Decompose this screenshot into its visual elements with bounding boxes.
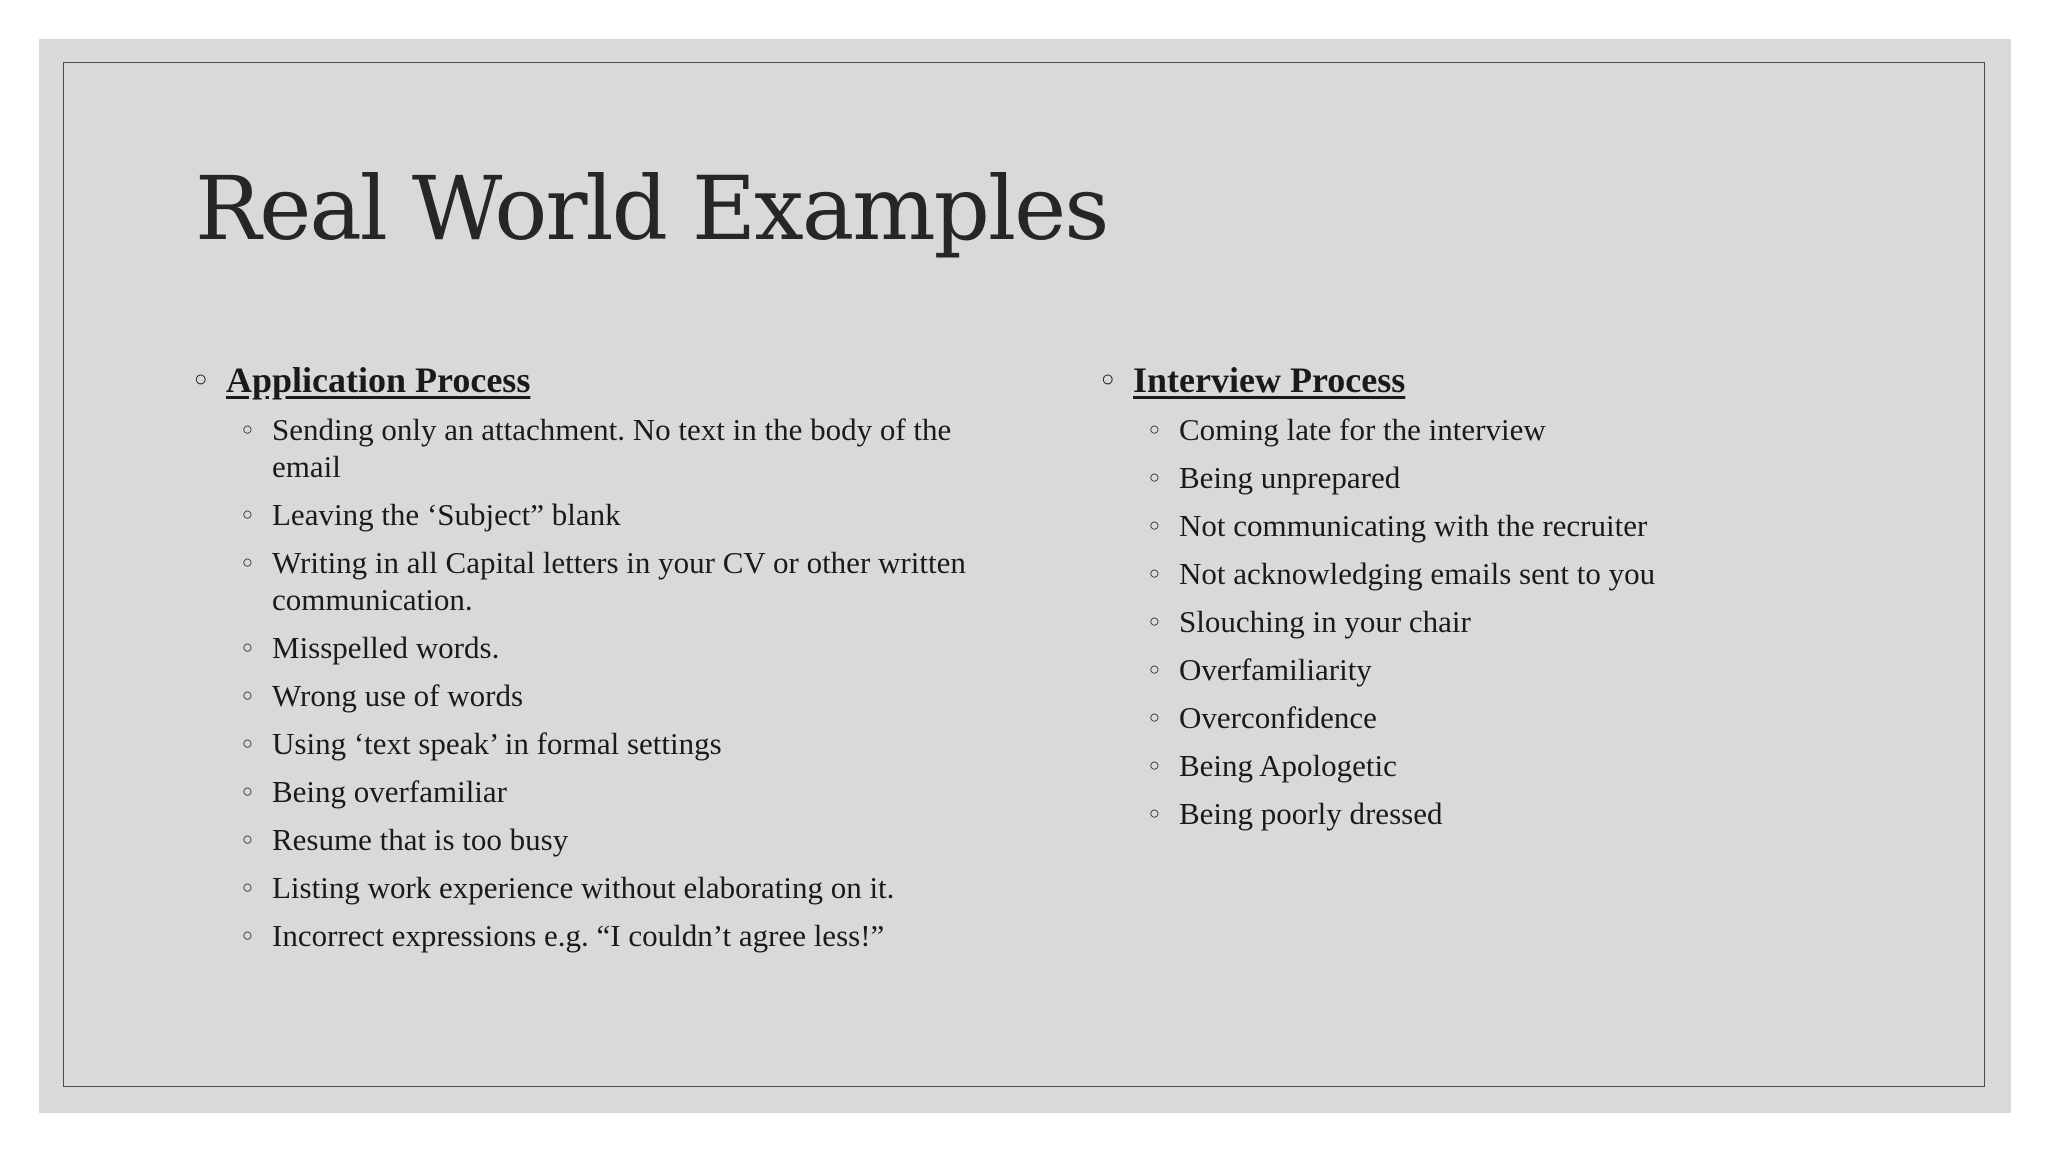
circle-bullet-icon: ○: [242, 552, 253, 572]
list-item-text: Wrong use of words: [272, 678, 524, 713]
list-item: [1149, 699, 1821, 736]
list-item: [242, 677, 974, 714]
list-item-text: Listing work experience without elaborating on it.: [272, 870, 895, 905]
list-item: [1149, 411, 1821, 448]
list-item: [242, 869, 974, 906]
list-item: [1149, 795, 1821, 832]
circle-bullet-icon: ○: [194, 366, 208, 391]
list-item-text: Using ‘text speak’ in formal settings: [272, 726, 722, 761]
circle-bullet-icon: ○: [242, 419, 253, 439]
list-item: [242, 917, 974, 954]
circle-bullet-icon: ○: [1149, 515, 1160, 535]
circle-bullet-icon: ○: [242, 781, 253, 801]
list-item-text: Being Apologetic: [1179, 748, 1397, 783]
interview-process-heading-row: [1101, 359, 1821, 401]
list-item-text: Sending only an attachment. No text in the body of the email: [272, 412, 952, 484]
list-item: [1149, 507, 1821, 544]
circle-bullet-icon: ○: [1149, 419, 1160, 439]
list-item-text: Leaving the ‘Subject” blank: [272, 497, 621, 532]
list-item: [242, 496, 974, 533]
circle-bullet-icon: ○: [242, 733, 253, 753]
list-item: [1149, 651, 1821, 688]
list-item: [242, 411, 974, 485]
circle-bullet-icon: ○: [1149, 707, 1160, 727]
application-process-column: [194, 359, 974, 965]
list-item-text: Being unprepared: [1179, 460, 1401, 495]
list-item: [242, 773, 974, 810]
list-item-text: Being poorly dressed: [1179, 796, 1443, 831]
circle-bullet-icon: ○: [1149, 611, 1160, 631]
list-item-text: Incorrect expressions e.g. “I couldn’t agree less!”: [272, 918, 885, 953]
list-item-text: Writing in all Capital letters in your CV or other written communication.: [272, 545, 966, 617]
circle-bullet-icon: ○: [1149, 659, 1160, 679]
circle-bullet-icon: ○: [1149, 755, 1160, 775]
interview-process-heading: Interview Process: [1133, 360, 1406, 400]
circle-bullet-icon: ○: [242, 504, 253, 524]
list-item: [1149, 459, 1821, 496]
circle-bullet-icon: ○: [242, 685, 253, 705]
list-item-text: Overfamiliarity: [1179, 652, 1372, 687]
application-process-heading-row: [194, 359, 974, 401]
list-item: [1149, 747, 1821, 784]
list-item: [1149, 555, 1821, 592]
application-process-list: [194, 411, 974, 954]
list-item: [242, 725, 974, 762]
list-item: [242, 629, 974, 666]
circle-bullet-icon: ○: [1149, 803, 1160, 823]
interview-process-column: [1101, 359, 1821, 843]
circle-bullet-icon: ○: [1149, 467, 1160, 487]
list-item-text: Not communicating with the recruiter: [1179, 508, 1648, 543]
circle-bullet-icon: ○: [242, 925, 253, 945]
list-item-text: Misspelled words.: [272, 630, 500, 665]
list-item-text: Not acknowledging emails sent to you: [1179, 556, 1656, 591]
circle-bullet-icon: ○: [242, 829, 253, 849]
list-item: [242, 821, 974, 858]
list-item: [242, 544, 974, 618]
slide-title: Real World Examples: [195, 157, 1108, 260]
interview-process-list: [1101, 411, 1821, 832]
circle-bullet-icon: ○: [242, 877, 253, 897]
circle-bullet-icon: ○: [1149, 563, 1160, 583]
list-item-text: Overconfidence: [1179, 700, 1377, 735]
list-item-text: Resume that is too busy: [272, 822, 569, 857]
application-process-heading: Application Process: [226, 360, 531, 400]
list-item-text: Slouching in your chair: [1179, 604, 1471, 639]
list-item-text: Being overfamiliar: [272, 774, 507, 809]
list-item: [1149, 603, 1821, 640]
slide: [39, 39, 2011, 1113]
list-item-text: Coming late for the interview: [1179, 412, 1546, 447]
circle-bullet-icon: ○: [242, 637, 253, 657]
circle-bullet-icon: ○: [1101, 366, 1115, 391]
